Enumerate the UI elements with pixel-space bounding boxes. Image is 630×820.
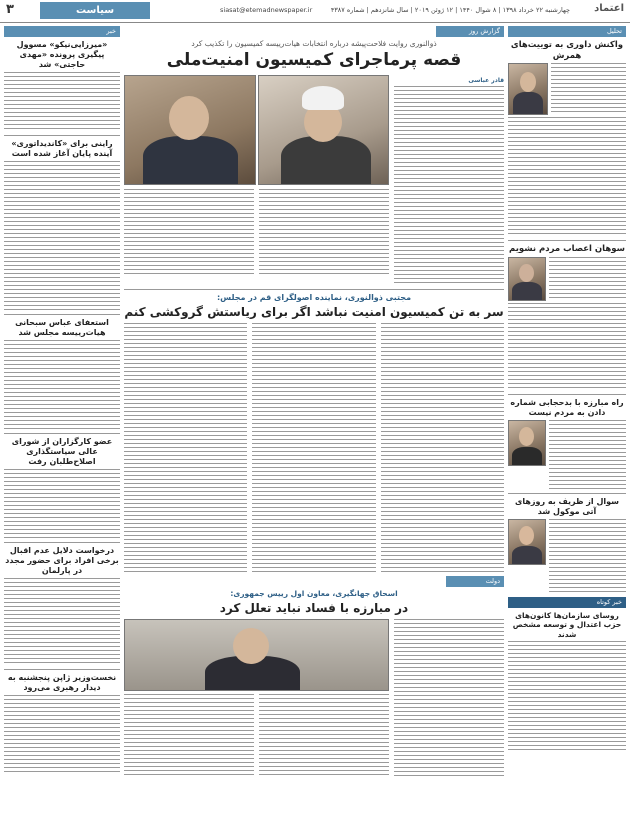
right-story-1-body-cont: [508, 117, 626, 237]
masthead-logo: اعتماد: [594, 3, 624, 14]
right-story-5-title: روسای سازمان‌ها کانون‌های حزب اعتدال و توسعه مشخص شدند: [512, 610, 622, 639]
page-header: [0, 0, 630, 23]
right-story-1-body: [551, 63, 626, 113]
lead-body-col-1: [394, 86, 504, 286]
right-story-4-photo: [508, 519, 546, 565]
right-column: [508, 26, 626, 816]
third-headline: در مبارزه با فساد نباید تعلل کرد: [219, 601, 409, 616]
right-story-2-body-cont: [508, 303, 626, 391]
government-tag: دولت: [446, 576, 504, 587]
lead-headline: قصه پرماجرای کمیسیون امنیت‌ملی: [166, 50, 462, 70]
lead-photo-cleric: [258, 75, 390, 185]
right-story-2-title: سوهان اعصاب مردم نشویم: [509, 244, 625, 255]
left-story-5-body: [4, 578, 120, 666]
right-column-tag: تحلیل: [508, 26, 626, 37]
lead-body-col-3: [124, 189, 254, 275]
left-story-1-title: «میرزایی‌نیکو» مسوول پیگیری پرونده «مهدی حاجتی» شد: [16, 40, 108, 69]
right-story-4-body: [549, 519, 626, 593]
left-story-3-title: استعفای عباس سبحانی هیات‌رییسه مجلس شد: [15, 318, 109, 337]
right-story-2-body: [549, 257, 626, 299]
right-short-news-tag: خبر کوتاه: [508, 597, 626, 608]
right-story-3-photo: [508, 420, 546, 466]
left-story-5-title: درخواست دلایل عدم اقبال برخی افراد برای حضور مجدد در پارلمان: [5, 546, 119, 575]
center-column: [124, 26, 504, 816]
right-story-5-body: [508, 641, 626, 751]
left-column: [4, 26, 120, 816]
second-body-col-3: [124, 323, 247, 573]
second-headline: سر به تن کمیسیون امنیت نباشد اگر برای ریاستش گروکشی کنم: [124, 305, 504, 320]
left-story-6-body: [4, 695, 120, 775]
lead-kicker: ذوالنوری روایت فلاحت‌پیشه درباره انتخابات هیات‌رییسه کمیسیون را تکذیب کرد: [191, 39, 437, 48]
left-story-2-body: [4, 161, 120, 311]
lead-byline: قادر عباسی: [468, 77, 504, 85]
right-story-4-title: سوال از ظریف به روزهای آتی موکول شد: [514, 496, 620, 516]
second-body-col-2: [252, 323, 375, 573]
issue-date: چهارشنبه ۲۲ خرداد ۱۳۹۸ | ۸ شوال ۱۴۴۰ | ۱۲ ژوئن ۲۰۱۹ | سال شانزدهم | شماره ۴۳۸۷: [330, 6, 570, 14]
lead-body-col-2: [259, 189, 389, 275]
left-story-1-body: [4, 72, 120, 132]
left-story-4-body: [4, 469, 120, 539]
second-kicker: مجتبی ذوالنوری، نماینده اصولگرای قم در مجلس:: [216, 293, 412, 303]
third-body-col-2: [259, 694, 389, 778]
second-body-col-1: [381, 323, 504, 573]
section-email[interactable]: siasat@etemadnewspaper.ir: [220, 6, 313, 14]
right-story-3-body: [549, 420, 626, 490]
center-tag: گزارش روز: [436, 26, 504, 37]
third-photo-jahangiri: [124, 619, 389, 691]
right-story-1-photo: [508, 63, 548, 115]
right-story-2-photo: [508, 257, 546, 301]
third-body-col-1: [394, 619, 504, 779]
section-label: سیاست: [40, 2, 150, 19]
left-column-tag: خبر: [4, 26, 120, 37]
left-story-6-title: نخست‌وزیر ژاپن پنجشنبه به دیدار رهبری می‌رود: [7, 673, 117, 692]
third-kicker: اسحاق جهانگیری، معاون اول رییس جمهوری:: [230, 589, 398, 599]
third-body-col-3: [124, 694, 254, 778]
right-story-1-title: واکنش داوری به توییت‌های همرش: [510, 40, 624, 61]
lead-photo-official: [124, 75, 256, 185]
left-story-3-body: [4, 340, 120, 430]
page-number: ۳: [6, 2, 14, 17]
left-story-2-title: راینی برای «کاندیداتوری» آینده پایان آغاز شده است: [11, 139, 113, 158]
right-story-3-title: راه مبارزه با بدحجابی شماره دادن به مردم نیست: [510, 397, 624, 417]
left-story-4-title: عضو کارگزاران از شورای عالی سیاستگذاری اصلاح‌طلبان رفت: [11, 437, 113, 466]
